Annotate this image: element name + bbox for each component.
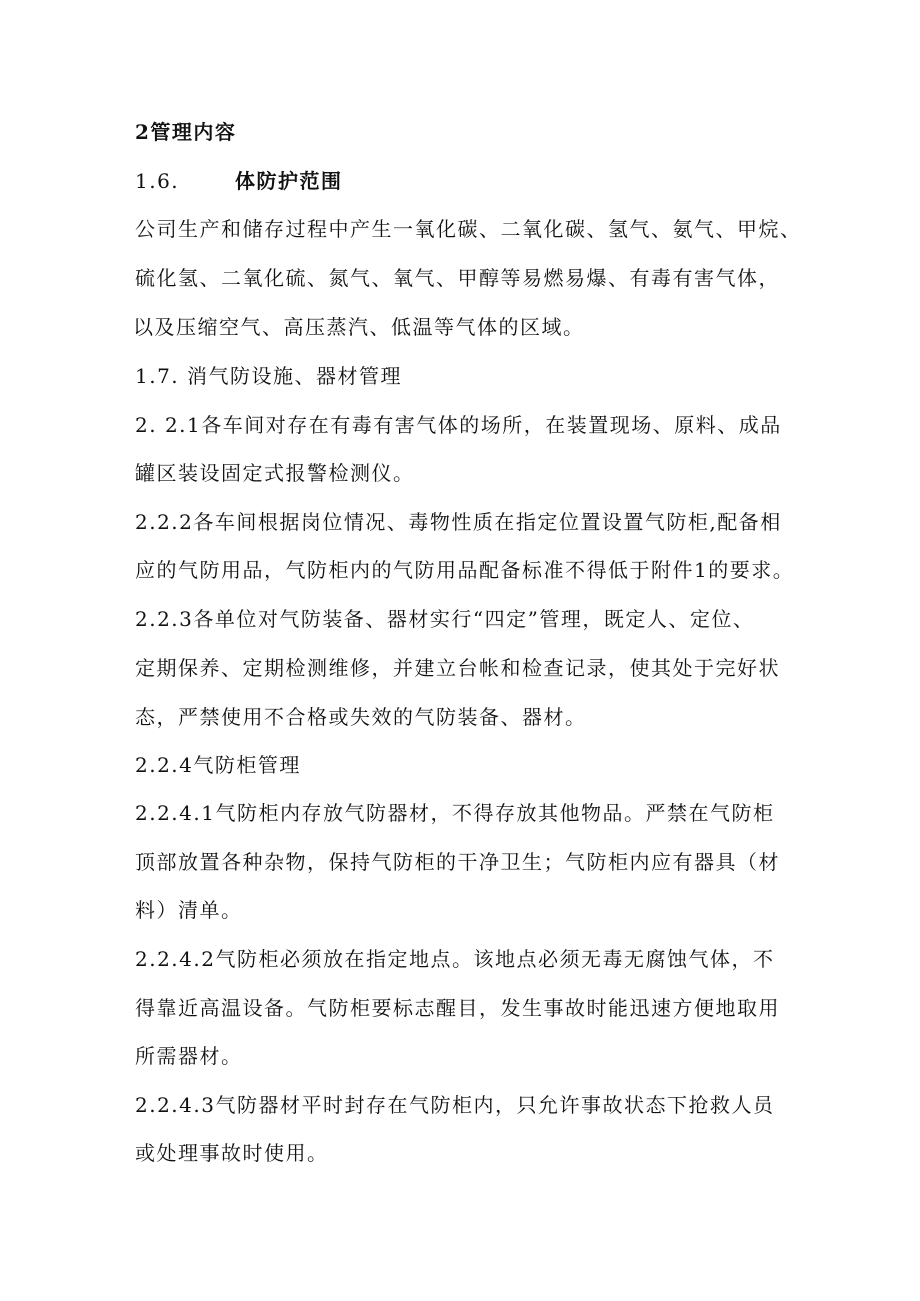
paragraph-line: 应的气防用品，气防柜内的气防用品配备标准不得低于附件1的要求。: [135, 558, 795, 582]
paragraph-line: 2.2.2各车间根据岗位情况、毒物性质在指定位置设置气防柜,配备相: [135, 510, 782, 534]
paragraph-line: 2.2.4.1气防柜内存放气防器材，不得存放其他物品。严禁在气防柜: [135, 801, 775, 825]
section-title: 体防护范围: [235, 169, 343, 193]
paragraph-line: 罐区装设固定式报警检测仪。: [135, 461, 415, 485]
paragraph-line: 2.2.4.3气防器材平时封存在气防柜内，只允许事故状态下抢救人员: [135, 1093, 775, 1117]
paragraph-line: 或处理事故时使用。: [135, 1141, 329, 1165]
section-heading-1-7: 1.7. 消气防设施、器材管理: [135, 364, 403, 388]
paragraph-line: 定期保养、定期检测维修，并建立台帐和检查记录，使其处于完好状: [135, 656, 780, 680]
section-heading-1-6: [135, 167, 343, 195]
paragraph-line: 2.2.4.2气防柜必须放在指定地点。该地点必须无毒无腐蚀气体，不: [135, 947, 775, 971]
paragraph-line: 2. 2.1各车间对存在有毒有害气体的场所，在装置现场、原料、成品: [135, 413, 782, 437]
paragraph-line: 硫化氢、二氧化硫、氮气、氧气、甲醇等易燃易爆、有毒有害气体，: [135, 266, 780, 290]
paragraph-line: 顶部放置各种杂物，保持气防柜的干净卫生；气防柜内应有器具（材: [135, 850, 780, 874]
paragraph-line: 以及压缩空气、高压蒸汽、低温等气体的区域。: [133, 315, 585, 339]
paragraph-line: 公司生产和储存过程中产生一氧化碳、二氧化碳、氢气、氨气、甲烷、: [135, 217, 802, 241]
paragraph-line: 料）清单。: [135, 898, 243, 922]
main-heading: 2管理内容: [135, 120, 237, 144]
paragraph-line: 得靠近高温设备。气防柜要标志醒目，发生事故时能迅速方便地取用: [135, 996, 780, 1020]
paragraph-line: 态，严禁使用不合格或失效的气防装备、器材。: [135, 705, 587, 729]
paragraph-line: 2.2.3各单位对气防装备、器材实行“四定”管理，既定人、定位、: [135, 607, 755, 631]
section-number: 1.6.: [135, 169, 180, 193]
section-heading-2-2-4: 2.2.4气防柜管理: [135, 753, 301, 777]
paragraph-line: 所需器材。: [135, 1044, 243, 1068]
